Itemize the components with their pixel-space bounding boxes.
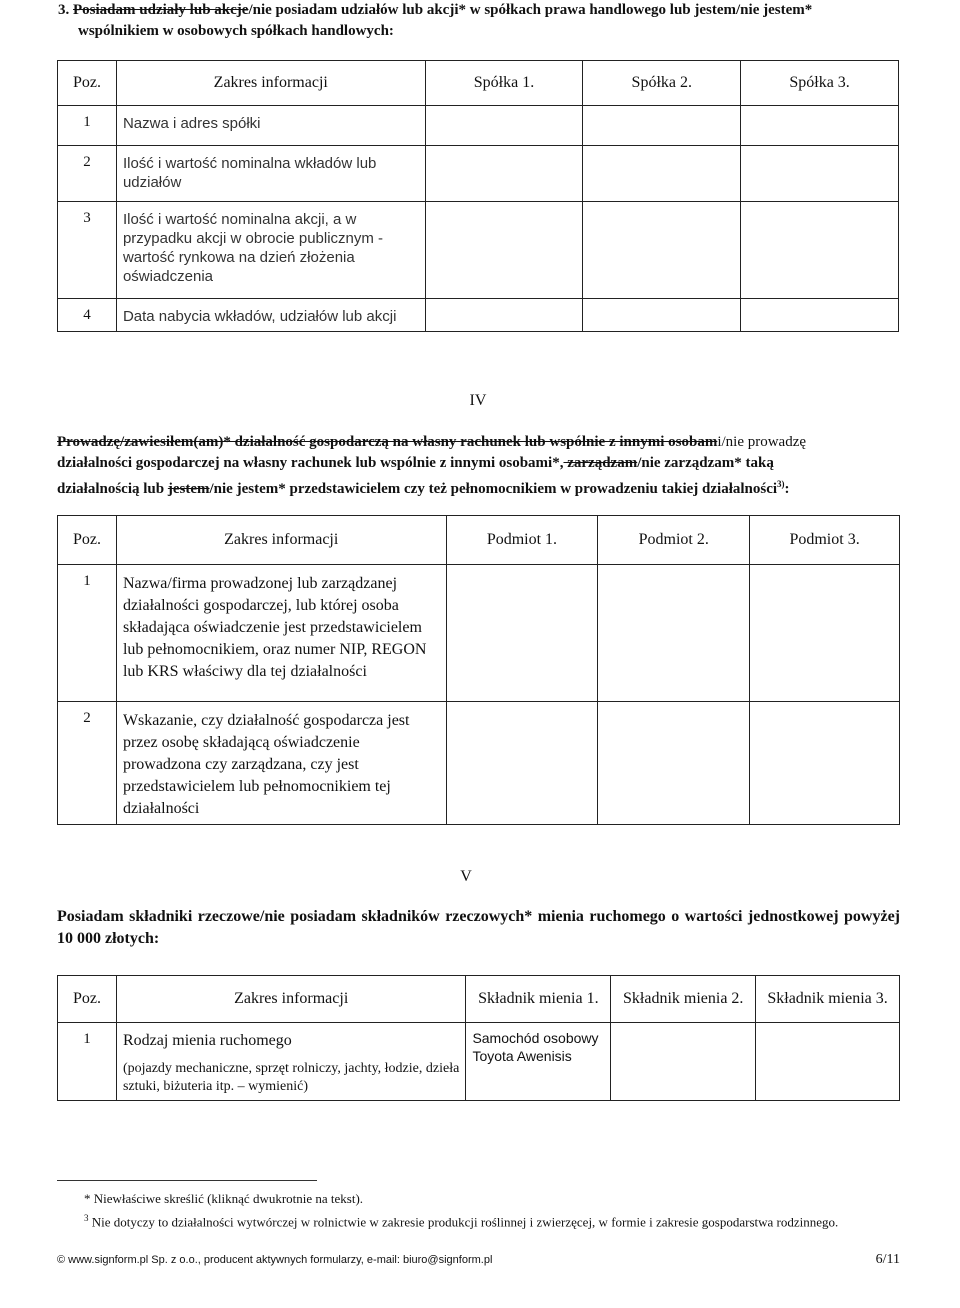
footnote-divider: [57, 1180, 317, 1181]
input-cell[interactable]: [741, 106, 899, 146]
page-footer: [57, 1254, 900, 1266]
input-cell[interactable]: [598, 702, 750, 825]
text-part: i/nie prowadzę: [717, 434, 807, 450]
column-header: Zakres informacji: [116, 516, 446, 565]
row-label: Nazwa i adres spółki: [116, 106, 425, 146]
row-label: Ilość i wartość nominalna akcji, a w przypadku akcji w obrocie publicznym - wartość rynkowa na dzień złożenia oświadczenia: [116, 202, 425, 299]
input-cell[interactable]: [750, 702, 900, 825]
row-number: 1: [58, 106, 117, 146]
row-label: Nazwa/firma prowadzonej lub zarządzanej działalności gospodarczej, lub której osoba składająca oświadczenie jest przedstawicielem lub pełnomocnikiem, oraz numer NIP, REGON lub KRS właściwy dla tej działalności: [116, 565, 446, 702]
column-header: Poz.: [58, 61, 117, 106]
row-number: 2: [58, 146, 117, 202]
struck-text[interactable]: zarządzam: [563, 455, 638, 471]
table-row: [58, 202, 899, 299]
column-header: Podmiot 3.: [750, 516, 900, 565]
table-header-row: [58, 976, 900, 1023]
input-cell[interactable]: [598, 565, 750, 702]
input-cell[interactable]: [446, 565, 598, 702]
row-label: Data nabycia wkładów, udziałów lub akcji: [116, 299, 425, 332]
row-label: Rodzaj mienia ruchomego: [122, 1032, 292, 1049]
section-4-number: IV: [469, 392, 487, 409]
text-part: /nie jestem* przedstawicielem czy też pełnomocnikiem w prowadzeniu takiej działalności: [209, 481, 778, 497]
input-cell[interactable]: [741, 299, 899, 332]
column-header: Poz.: [58, 516, 117, 565]
section-number: 3.: [58, 2, 70, 18]
row-label: Ilość i wartość nominalna wkładów lub udziałów: [116, 146, 425, 202]
input-cell[interactable]: [425, 202, 583, 299]
text-part: działalnością lub: [57, 481, 168, 497]
column-header: Podmiot 2.: [598, 516, 750, 565]
row-label: Wskazanie, czy działalność gospodarcza jest przez osobę składającą oświadczenie prowadzona czy zarządzana, czy jest przedstawicielem lub pełnomocnikiem tej działalności: [116, 702, 446, 825]
column-header: Podmiot 1.: [446, 516, 598, 565]
section-3-heading: [58, 0, 938, 42]
row-number: 1: [58, 565, 117, 702]
section-3-line2: wspólnikiem w osobowych spółkach handlowych:: [78, 23, 394, 39]
row-number: 1: [58, 1023, 117, 1101]
row-number: 4: [58, 299, 117, 332]
footnote-3: [84, 1209, 900, 1231]
input-cell[interactable]: [466, 1023, 611, 1101]
business-table: [57, 515, 900, 825]
row-sublabel: (pojazdy mechaniczne, sprzęt rolniczy, jachty, łodzie, dzieła sztuki, biżuteria itp. – wymienić): [122, 1061, 460, 1094]
input-cell[interactable]: [756, 1023, 900, 1101]
footnote-mark: 3: [84, 1213, 89, 1223]
input-cell[interactable]: [741, 146, 899, 202]
table-row: [58, 106, 899, 146]
column-header: Składnik mienia 3.: [756, 976, 900, 1023]
struck-text[interactable]: Prowadzę/zawiesiłem(am)* działalność gospodarczą na własny rachunek lub wspólnie z innymi osobam: [57, 434, 718, 450]
column-header: Spółka 1.: [425, 61, 583, 106]
section-5-number: V: [460, 868, 472, 885]
input-cell[interactable]: [750, 565, 900, 702]
input-cell[interactable]: [425, 299, 583, 332]
column-header: Spółka 2.: [583, 61, 741, 106]
input-cell[interactable]: [425, 146, 583, 202]
column-header: Składnik mienia 2.: [611, 976, 756, 1023]
footnote-star: * Niewłaściwe skreślić (kliknąć dwukrotnie na tekst).: [84, 1191, 364, 1206]
table-row: [58, 565, 900, 702]
value-line: Samochód osobowy: [472, 1030, 599, 1046]
table-row: [58, 702, 900, 825]
row-number: 3: [58, 202, 117, 299]
input-cell[interactable]: [611, 1023, 756, 1101]
text-part: działalności gospodarczej na własny rachunek lub wspólnie z innymi osobami*,: [57, 455, 564, 471]
struck-text[interactable]: jestem: [167, 481, 210, 497]
row-label-cell: [116, 1023, 466, 1101]
input-cell[interactable]: [583, 106, 741, 146]
text-part: :: [784, 481, 790, 497]
value-line: Toyota Awenisis: [472, 1048, 572, 1064]
column-header: Zakres informacji: [116, 976, 466, 1023]
column-header: Poz.: [58, 976, 117, 1023]
column-header: Spółka 3.: [741, 61, 899, 106]
section-5-text: Posiadam składniki rzeczowe/nie posiadam składników rzeczowych* mienia ruchomego o wartości jednostkowej powyżej 10 000 złotych:: [57, 908, 900, 947]
table-row: [58, 299, 899, 332]
page-number: 6/11: [875, 1252, 900, 1267]
input-cell[interactable]: [583, 146, 741, 202]
section-3-line1: /nie posiadam udziałów lub akcji* w spółkach prawa handlowego lub jestem/nie jestem*: [248, 2, 813, 18]
input-cell[interactable]: [741, 202, 899, 299]
column-header: Zakres informacji: [116, 61, 425, 106]
movable-property-table: [57, 975, 900, 1101]
table-header-row: [58, 516, 900, 565]
input-cell[interactable]: [583, 202, 741, 299]
section-4-text: [57, 432, 900, 500]
footnote-ref: 3): [777, 479, 785, 489]
footnote-3-text: Nie dotyczy to działalności wytwórczej w rolnictwie w zakresie produkcji roślinnej i zwierzęcej, w formie i zakresie gospodarstwa rodzinnego.: [91, 1214, 839, 1230]
table-header-row: [58, 61, 899, 106]
input-cell[interactable]: [446, 702, 598, 825]
input-cell[interactable]: [583, 299, 741, 332]
table-row: [58, 146, 899, 202]
struck-text[interactable]: Posiadam udziały lub akcje: [73, 2, 249, 18]
footer-text: © www.signform.pl Sp. z o.o., producent aktywnych formularzy, e-mail: biuro@signform.pl: [57, 1254, 493, 1266]
input-cell[interactable]: [425, 106, 583, 146]
row-number: 2: [58, 702, 117, 825]
table-row: [58, 1023, 900, 1101]
column-header: Składnik mienia 1.: [466, 976, 611, 1023]
shares-table: [57, 60, 899, 332]
text-part: /nie zarządzam* taką: [637, 455, 774, 471]
